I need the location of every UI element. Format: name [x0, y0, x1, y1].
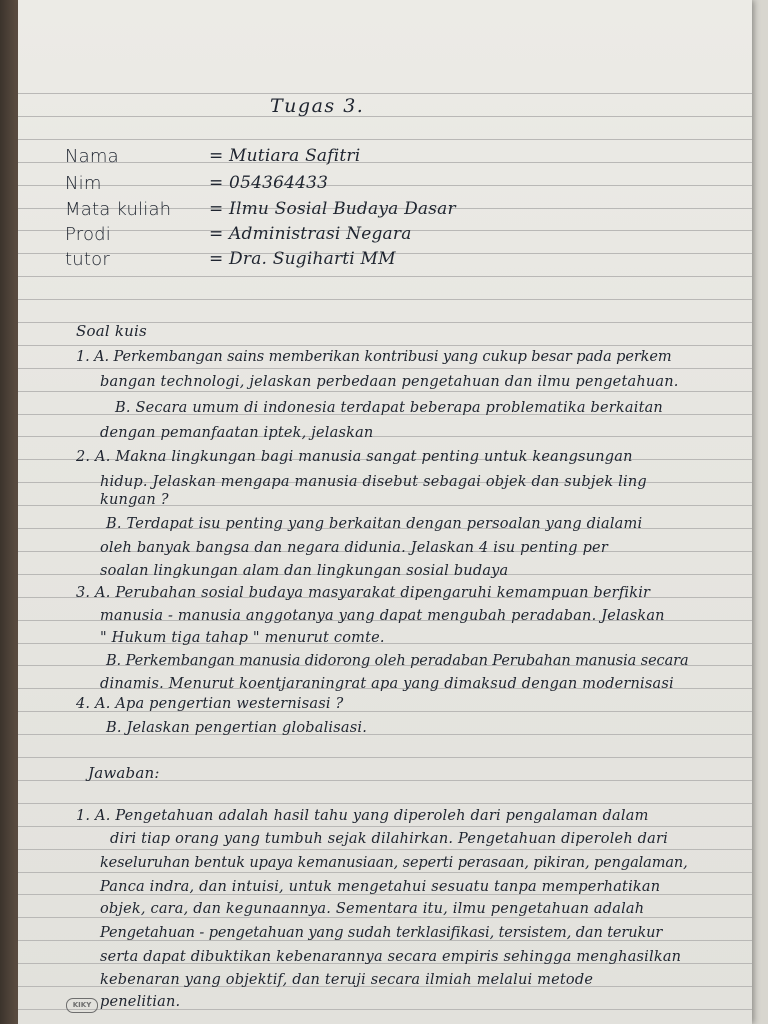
assignment-title: Tugas 3. — [270, 95, 365, 117]
answer-line: serta dapat dibuktikan kebenarannya secara empiris sehingga menghasilkan — [100, 949, 682, 965]
answers-heading: Jawaban: — [88, 764, 160, 782]
question-line: 1. A. Perkembangan sains memberikan kontribusi yang cukup besar pada perkem — [76, 349, 672, 365]
ruled-line — [18, 849, 752, 850]
question-line: " Hukum tiga tahap " menurut comte. — [100, 630, 385, 646]
answer-line: objek, cara, dan kegunaannya. Sementara itu, ilmu pengetahuan adalah — [100, 901, 645, 917]
ruled-line — [18, 345, 752, 346]
answer-line: penelitian. — [100, 994, 181, 1010]
ruled-line — [18, 93, 752, 94]
ruled-line — [18, 391, 752, 392]
question-line: oleh banyak bangsa dan negara didunia. Jelaskan 4 isu penting per — [100, 540, 608, 556]
question-line: soalan lingkungan alam dan lingkungan sosial budaya — [100, 563, 509, 579]
question-line: 4. A. Apa pengertian westernisasi ? — [76, 696, 344, 712]
ruled-line — [18, 368, 752, 369]
brand-stamp: KIKY — [66, 998, 98, 1013]
identity-value-nama: = Mutiara Safitri — [209, 146, 361, 166]
answer-line: Panca indra, dan intuisi, untuk mengetahui sesuatu tanpa memperhatikan — [100, 879, 661, 895]
ruled-line — [18, 917, 752, 918]
ruled-line — [18, 139, 752, 140]
ruled-line — [18, 116, 752, 117]
ruled-line — [18, 826, 752, 827]
ruled-line — [18, 162, 752, 163]
ruled-line — [18, 299, 752, 300]
identity-value-tutor: = Dra. Sugiharti MM — [209, 249, 396, 269]
ruled-line — [18, 757, 752, 758]
question-line: B. Perkembangan manusia didorong oleh peradaban Perubahan manusia secara — [106, 653, 689, 669]
notebook-page — [18, 0, 752, 1024]
answer-line: kebenaran yang objektif, dan teruji secara ilmiah melalui metode — [100, 972, 594, 988]
question-line: 2. A. Makna lingkungan bagi manusia sangat penting untuk keangsungan — [76, 449, 633, 465]
question-line: dinamis. Menurut koentjaraningrat apa yang dimaksud dengan modernisasi — [100, 676, 674, 692]
questions-heading: Soal kuis — [76, 322, 147, 340]
identity-label-nim: Nim — [65, 173, 102, 194]
ruled-line — [18, 185, 752, 186]
answer-line: keseluruhan bentuk upaya kemanusiaan, seperti perasaan, pikiran, pengalaman, — [100, 855, 688, 871]
question-line: B. Secara umum di indonesia terdapat beberapa problematika berkaitan — [115, 400, 663, 416]
identity-label-tutor: tutor — [65, 249, 110, 270]
answer-line: 1. A. Pengetahuan adalah hasil tahu yang diperoleh dari pengalaman dalam — [76, 808, 649, 824]
identity-value-mata-kuliah: = Ilmu Sosial Budaya Dasar — [209, 199, 456, 219]
question-line: hidup. Jelaskan mengapa manusia disebut sebagai objek dan subjek ling — [100, 474, 647, 490]
question-line: B. Jelaskan pengertian globalisasi. — [106, 720, 368, 736]
ruled-line — [18, 803, 752, 804]
identity-label-nama: Nama — [65, 146, 119, 167]
question-line: bangan technologi, jelaskan perbedaan pengetahuan dan ilmu pengetahuan. — [100, 374, 679, 390]
answer-line: diri tiap orang yang tumbuh sejak dilahirkan. Pengetahuan diperoleh dari — [110, 831, 668, 847]
question-line: 3. A. Perubahan sosial budaya masyarakat dipengaruhi kemampuan berfikir — [76, 585, 651, 601]
question-line: manusia - manusia anggotanya yang dapat mengubah peradaban. Jelaskan — [100, 608, 665, 624]
ruled-line — [18, 276, 752, 277]
question-line: kungan ? — [100, 492, 169, 508]
question-line: dengan pemanfaatan iptek, jelaskan — [100, 425, 374, 441]
identity-value-nim: = 054364433 — [209, 173, 329, 193]
identity-label-mata-kuliah: Mata kuliah — [65, 199, 172, 220]
identity-label-prodi: Prodi — [65, 224, 111, 245]
question-line: B. Terdapat isu penting yang berkaitan dengan persoalan yang dialami — [106, 516, 643, 532]
ruled-line — [18, 872, 752, 873]
answer-line: Pengetahuan - pengetahuan yang sudah terklasifikasi, tersistem, dan terukur — [100, 925, 663, 941]
identity-value-prodi: = Administrasi Negara — [209, 224, 412, 244]
